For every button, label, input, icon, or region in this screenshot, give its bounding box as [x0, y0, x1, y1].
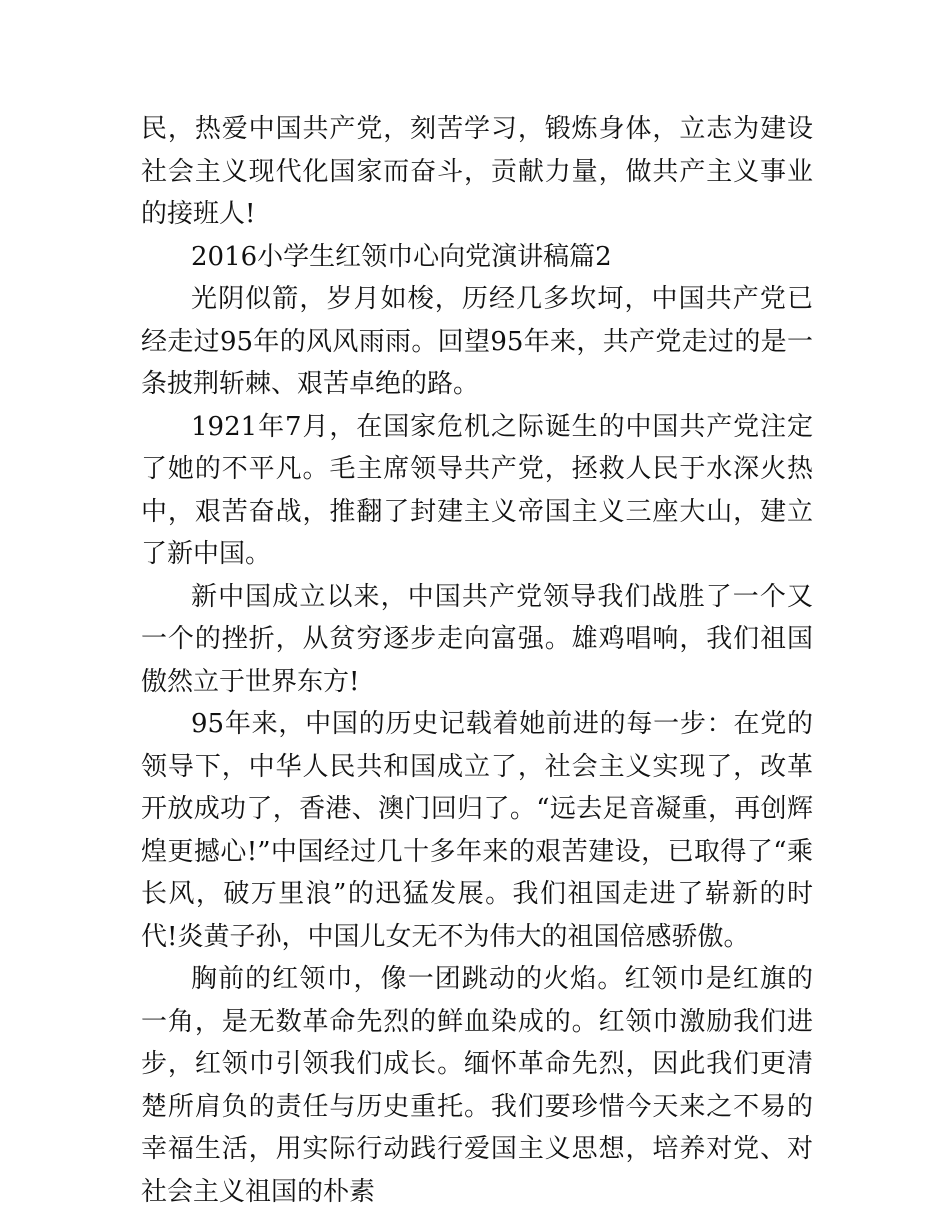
paragraph-7: 胸前的红领巾，像一团跳动的火焰。红领巾是红旗的一角，是无数革命先烈的鲜血染成的。红领巾激励我们进步，红领巾引领我们成长。缅怀革命先烈，因此我们更清楚所肩负的责任与历史重托。我们要珍惜今天来之不易的幸福生活，用实际行动践行爱国主义思想，培养对党、对社会主义祖国的朴素 [141, 964, 813, 1207]
section-heading: 2016小学生红领巾心向党演讲稿篇2 [191, 241, 612, 272]
paragraph-6: 95年来，中国的历史记载着她前进的每一步：在党的领导下，中华人民共和国成立了，社会主义实现了，改革开放成功了，香港、澳门回归了。“远去足音凝重，再创辉煌更撼心!”中国经过几十多年来的艰苦建设，已取得了“乘长风，破万里浪”的迅猛发展。我们祖国走进了崭新的时代!炎黄子孙，中国儿女无不为伟大的祖国倍感骄傲。 [141, 709, 813, 952]
document-body [141, 108, 813, 1213]
paragraph-3: 光阴似箭，岁月如梭，历经几多坎坷，中国共产党已经走过95年的风风雨雨。回望95年来，共产党走过的是一条披荆斩棘、艰苦卓绝的路。 [141, 284, 813, 399]
paragraph-1: 民，热爱中国共产党，刻苦学习，锻炼身体，立志为建设社会主义现代化国家而奋斗，贡献力量，做共产主义事业的接班人! [141, 114, 813, 229]
paragraph-5: 新中国成立以来，中国共产党领导我们战胜了一个又一个的挫折，从贫穷逐步走向富强。雄鸡唱响，我们祖国傲然立于世界东方! [141, 581, 813, 697]
paragraph-4: 1921年7月，在国家危机之际诞生的中国共产党注定了她的不平凡。毛主席领导共产党，拯救人民于水深火热中，艰苦奋战，推翻了封建主义帝国主义三座大山，建立了新中国。 [141, 411, 813, 569]
